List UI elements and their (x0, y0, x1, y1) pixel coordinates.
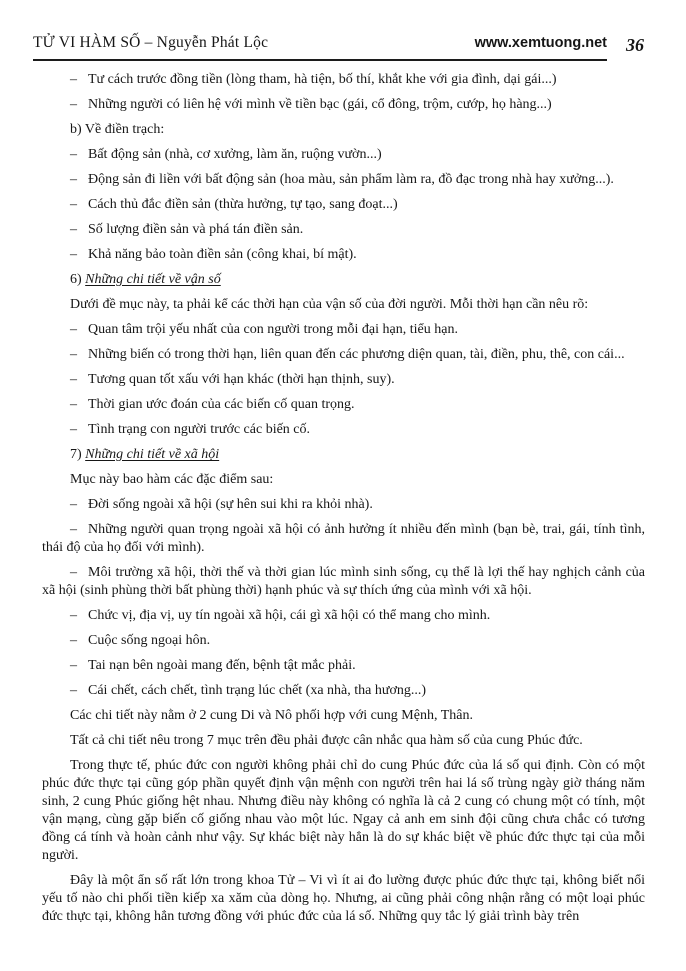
paragraph: Mục này bao hàm các đặc điểm sau: (70, 472, 274, 487)
bullet-paragraph (42, 682, 645, 700)
bullet-dash: – (70, 633, 77, 648)
website-url: www.xemtuong.net (474, 35, 607, 51)
page-header (33, 34, 607, 61)
bullet-dash: – (70, 247, 77, 262)
bullet-dash: – (70, 72, 77, 87)
page-content (42, 71, 645, 933)
bullet-text: Đời sống ngoài xã hội (sự hên sui khi ra khỏi nhà). (88, 497, 373, 512)
bullet-text: Chức vị, địa vị, uy tín ngoài xã hội, cái gì xã hội có thể mang cho mình. (88, 608, 491, 623)
bullet-dash: – (70, 347, 77, 362)
bullet-text: Quan tâm trội yếu nhất của con người trong mỗi đại hạn, tiểu hạn. (88, 322, 458, 337)
bullet-paragraph (42, 321, 645, 339)
page-number: 36 (626, 35, 644, 55)
bullet-text: Bất động sản (nhà, cơ xưởng, làm ăn, ruộng vườn...) (88, 147, 382, 162)
bullet-paragraph (42, 496, 645, 514)
bullet-text: Cách thủ đắc điền sản (thừa hưởng, tự tạo, sang đoạt...) (88, 197, 398, 212)
paragraph: Trong thực tế, phúc đức con người không phải chỉ do cung Phúc đức của lá số qui định. Còn có một phúc đức thực tại cũng góp phần quyết định vận mệnh con người trên hai lá số trùng ngày giờ tháng năm sinh, 2 cung Phúc giống hệt nhau. Nhưng điều này không có nghĩa là cả 2 cung có chung một có tính, một vận mạng, cùng gặp biến cố giống nhau vào một lúc. Ngay cả anh em sinh đội cũng chưa chắc có tương đồng cá tính và hoàn cảnh như vậy. Sự khác biệt này hẳn là do sự khác biệt về phúc đức thực tại của mỗi người. (42, 758, 645, 863)
paragraph: Đây là một ẩn số rất lớn trong khoa Tử – Vi vì ít ai đo lường được phúc đức thực tại, không biết nổi yếu tố nào chi phối tiền kiếp xa xăm của dòng họ. Nhưng, ai cũng phải công nhận rằng có một loại phúc đức thực tại, không hẳn tương đồng với phúc đức của lá số. Những quy tắc lý giải trình bày trên (42, 873, 645, 924)
bullet-dash: – (70, 97, 77, 112)
bullet-paragraph (42, 371, 645, 389)
bullet-text: Những người quan trọng ngoài xã hội có ảnh hưởng ít nhiều đến mình (bạn bè, trai, gái, tính tình, thái độ của họ đối với mình). (42, 522, 645, 555)
bullet-paragraph (42, 146, 645, 164)
section-title: Những chi tiết về vận số (85, 272, 221, 287)
bullet-text: Cuộc sống ngoại hôn. (88, 633, 211, 648)
bullet-dash: – (70, 372, 77, 387)
paragraph: Các chi tiết này nằm ở 2 cung Di và Nô phối hợp với cung Mệnh, Thân. (70, 708, 473, 723)
bullet-dash: – (70, 222, 77, 237)
bullet-paragraph (42, 171, 645, 189)
bullet-paragraph (42, 564, 645, 600)
bullet-dash: – (70, 683, 77, 698)
section-heading (42, 271, 645, 289)
bullet-dash: – (70, 322, 77, 337)
bullet-paragraph (42, 396, 645, 414)
section-number: 6) (70, 272, 86, 287)
bullet-paragraph (42, 657, 645, 675)
bullet-dash: – (70, 658, 77, 673)
bullet-text: Những biến có trong thời hạn, liên quan đến các phương diện quan, tài, điền, phu, thê, con cái... (88, 347, 625, 362)
book-title: TỬ VI HÀM SỐ – Nguyễn Phát Lộc (33, 34, 269, 51)
bullet-text: Tai nạn bên ngoài mang đến, bệnh tật mắc phải. (88, 658, 356, 673)
bullet-paragraph (42, 421, 645, 439)
bullet-paragraph (42, 96, 645, 114)
bullet-dash: – (70, 147, 77, 162)
bullet-paragraph (42, 521, 645, 557)
bullet-dash: – (70, 397, 77, 412)
section-number: 7) (70, 447, 86, 462)
bullet-text: Cái chết, cách chết, tình trạng lúc chết (xa nhà, tha hương...) (88, 683, 427, 698)
paragraph: b) Về điền trạch: (70, 122, 165, 137)
section-title: Những chi tiết về xã hội (85, 447, 220, 462)
bullet-text: Khả năng bảo toàn điền sản (công khai, bí mật). (88, 247, 357, 262)
bullet-paragraph (42, 196, 645, 214)
bullet-dash: – (70, 522, 77, 537)
section-heading (42, 446, 645, 464)
bullet-paragraph (42, 346, 645, 364)
bullet-paragraph (42, 71, 645, 89)
bullet-text: Tình trạng con người trước các biến cố. (88, 422, 311, 437)
bullet-paragraph (42, 632, 645, 650)
bullet-text: Môi trường xã hội, thời thế và thời gian lúc mình sinh sống, cụ thể là lợi thế hay nghịch cảnh của xã hội (sinh phùng thời bất phùng thời) hạnh phúc và sự thích ứng của mình với xã hội. (42, 565, 645, 598)
bullet-dash: – (70, 497, 77, 512)
paragraph: Dưới đề mục này, ta phải kể các thời hạn của vận số của đời người. Mỗi thời hạn cần nêu rõ: (70, 297, 589, 312)
bullet-paragraph (42, 221, 645, 239)
bullet-text: Số lượng điền sản và phá tán điền sản. (88, 222, 304, 237)
bullet-text: Tương quan tốt xấu với hạn khác (thời hạn thịnh, suy). (88, 372, 395, 387)
bullet-dash: – (70, 422, 77, 437)
bullet-dash: – (70, 565, 77, 580)
bullet-paragraph (42, 607, 645, 625)
bullet-dash: – (70, 172, 77, 187)
bullet-dash: – (70, 197, 77, 212)
bullet-text: Động sản đi liền với bất động sản (hoa màu, sản phẩm làm ra, đồ đạc trong nhà hay xưởng...). (88, 172, 614, 187)
bullet-text: Những người có liên hệ với mình về tiền bạc (gái, cổ đông, trộm, cướp, họ hàng...) (88, 97, 552, 112)
bullet-text: Thời gian ước đoán của các biến cố quan trọng. (88, 397, 355, 412)
bullet-dash: – (70, 608, 77, 623)
paragraph: Tất cả chi tiết nêu trong 7 mục trên đều phải được cân nhắc qua hàm số của cung Phúc đức. (70, 733, 583, 748)
bullet-text: Tư cách trước đồng tiền (lòng tham, hà tiện, bố thí, khắt khe với gia đình, dại gái...) (88, 72, 557, 87)
bullet-paragraph (42, 246, 645, 264)
